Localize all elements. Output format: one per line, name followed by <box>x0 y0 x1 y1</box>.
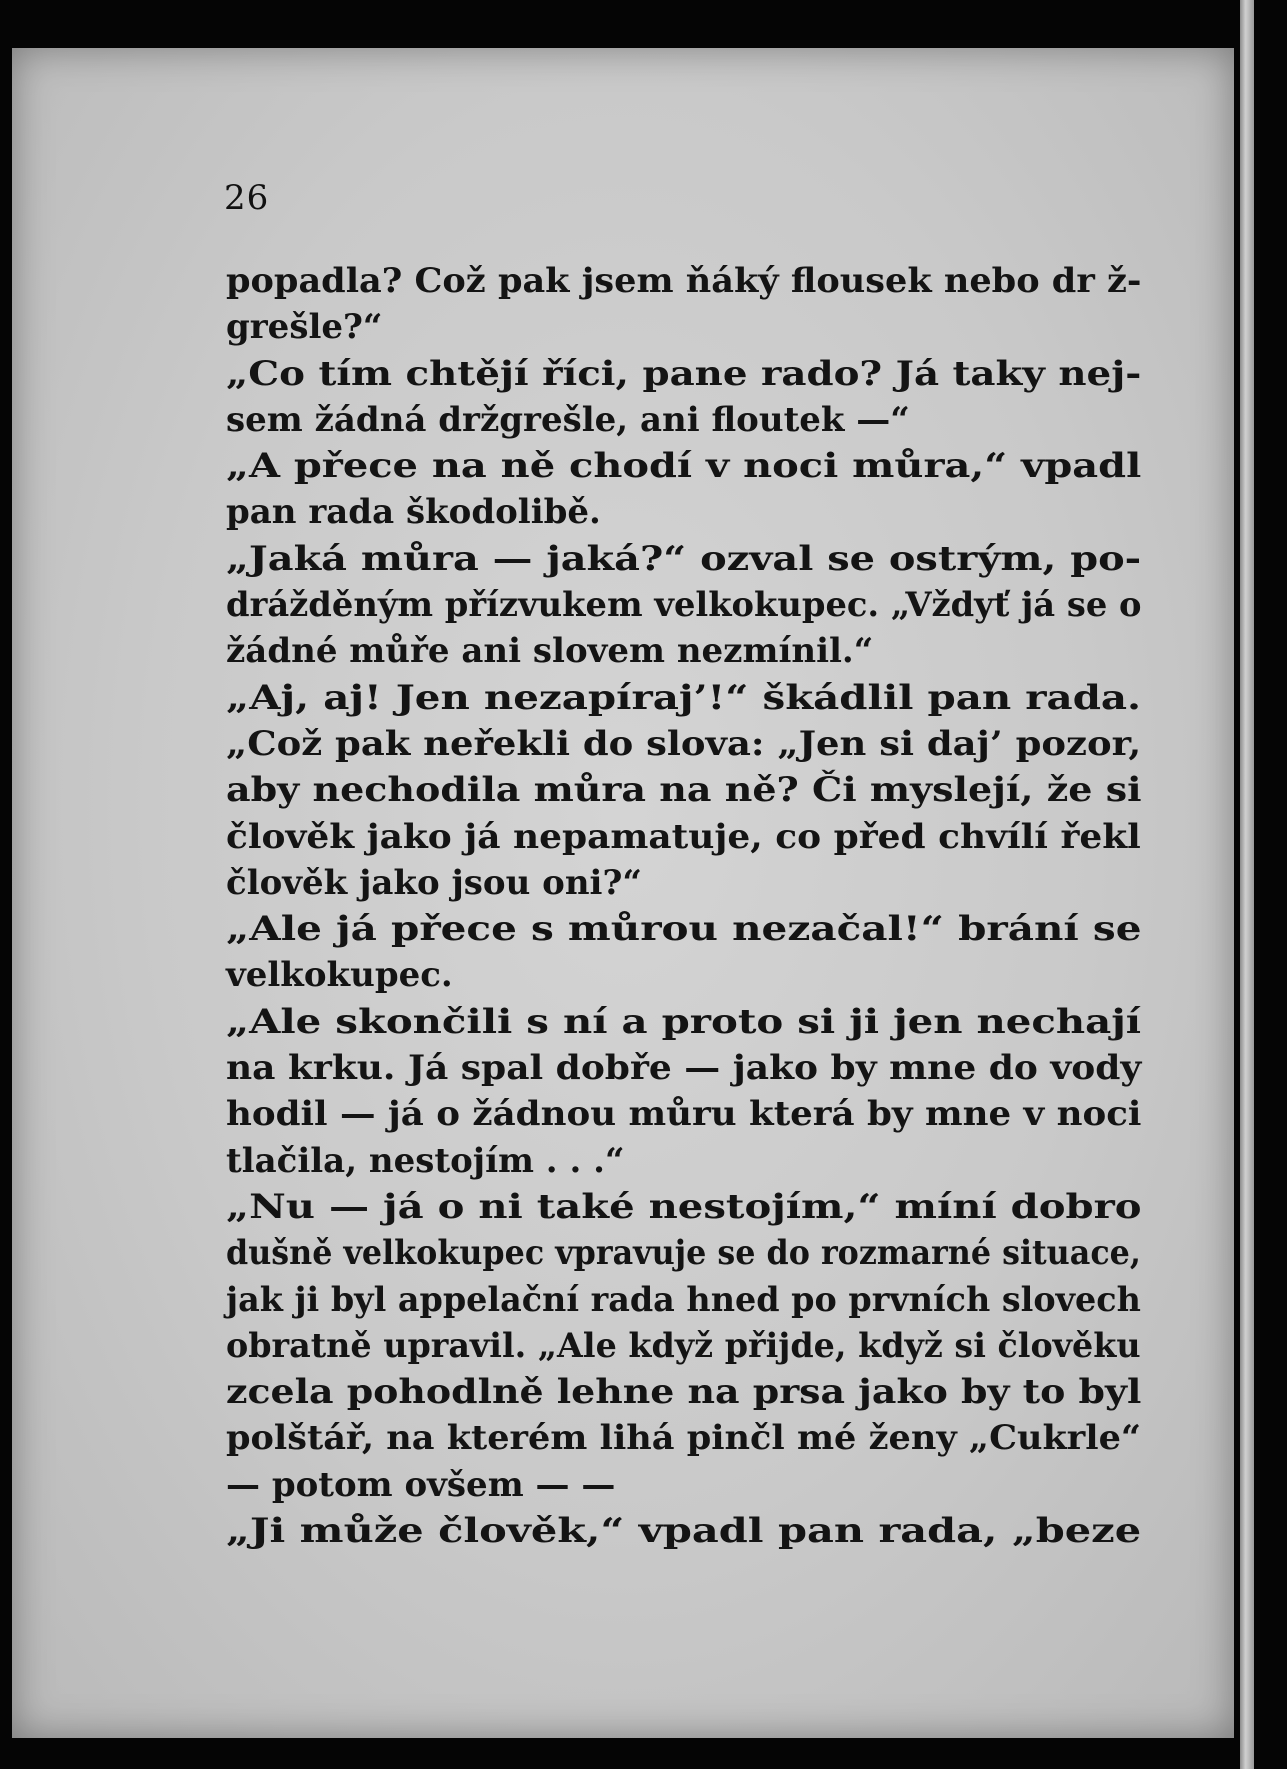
text-line: jak ji byl appelační rada hned po prvních slovech <box>226 1279 1141 1320</box>
text-line: „A přece na ně chodí v noci můra,“ vpadl <box>226 446 1142 487</box>
text-line: popadla? Což pak jsem ňáký flousek nebo dr ž- <box>226 261 1142 301</box>
text-line: „Ale já přece s můrou nezačal!“ brání se <box>226 909 1142 950</box>
text-line: „Ale skončili s ní a proto si ji jen nechají <box>226 1001 1142 1042</box>
text-line: zcela pohodlně lehne na prsa jako by to byl <box>226 1372 1142 1413</box>
text-line: aby nechodila můra na ně? Či myslejí, že si <box>226 770 1142 811</box>
text-line: grešle?“ <box>226 307 383 348</box>
body-text <box>226 258 1141 1554</box>
text-line: — potom ovšem — — <box>226 1464 616 1505</box>
text-line: hodil — já o žádnou můru která by mne v noci <box>226 1094 1142 1135</box>
text-line: člověk jako jsou oni?“ <box>226 862 642 903</box>
text-line: tlačila, nestojím . . .“ <box>226 1140 625 1181</box>
text-line: žádné můře ani slovem nezmínil.“ <box>226 631 874 672</box>
text-line: dušně velkokupec vpravuje se do rozmarné situace, <box>226 1233 1141 1274</box>
page-edge <box>1240 0 1254 1769</box>
text-line: „Aj, aj! Jen nezapíraj’!“ škádlil pan rada. <box>226 677 1142 718</box>
text-line: polštář, na kterém lihá pinčl mé ženy „Cukrle“ <box>226 1418 1142 1459</box>
text-line: velkokupec. <box>226 955 453 996</box>
text-line: „Ji může člověk,“ vpadl pan rada, „beze <box>226 1511 1142 1552</box>
text-line: „Jaká můra — jaká?“ ozval se ostrým, po- <box>226 538 1142 579</box>
text-line: „Nu — já o ni také nestojím,“ míní dobro <box>226 1186 1142 1227</box>
text-line: „Což pak neřekli do slova: „Jen si daj’ pozor, <box>226 723 1142 764</box>
page-number: 26 <box>224 178 270 218</box>
text-line: drážděným přízvukem velkokupec. „Vždyť já se o <box>226 585 1142 626</box>
text-line: sem žádná držgrešle, ani floutek —“ <box>226 399 910 440</box>
text-line: „Co tím chtějí říci, pane rado? Já taky nej- <box>226 353 1142 394</box>
text-line: pan rada škodolibě. <box>226 492 601 533</box>
text-line: člověk jako já nepamatuje, co před chvílí řekl <box>226 816 1141 857</box>
text-line: na krku. Já spal dobře — jako by mne do vody <box>226 1048 1142 1089</box>
text-line: obratně upravil. „Ale když přijde, když si člověku <box>226 1325 1141 1366</box>
